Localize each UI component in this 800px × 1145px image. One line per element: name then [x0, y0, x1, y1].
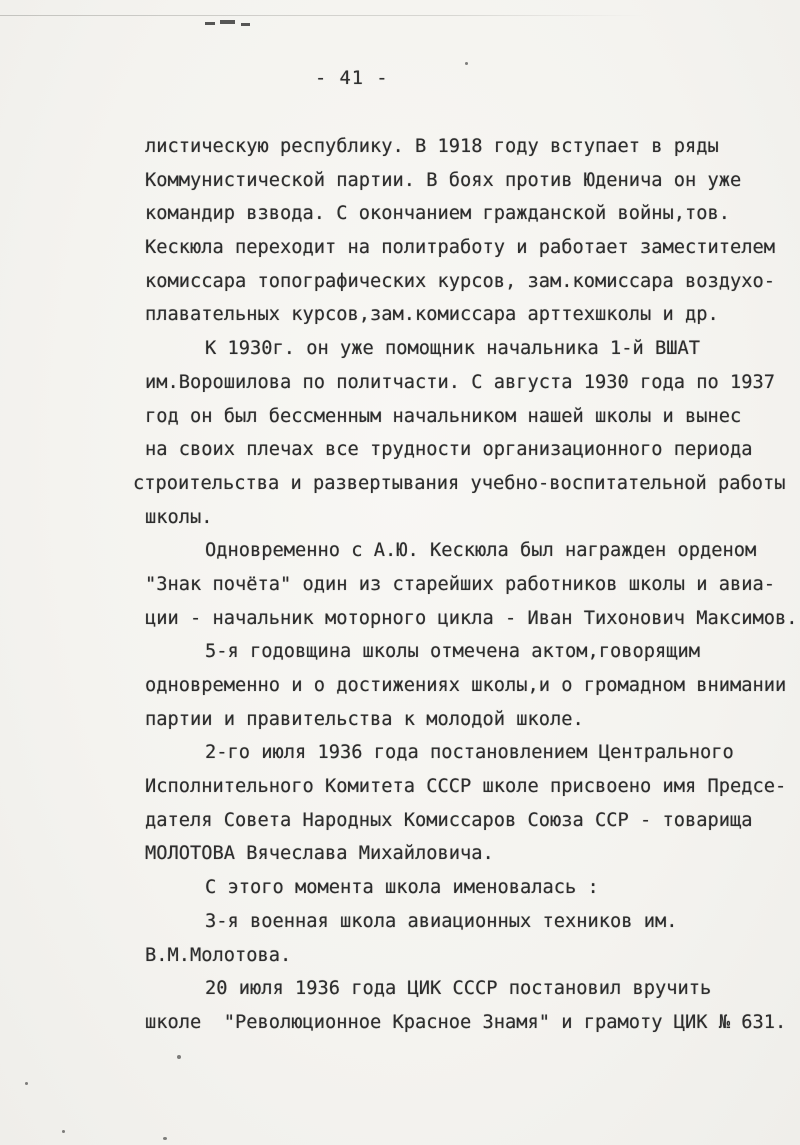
text-line: листическую республику. В 1918 году вступает в ряды: [145, 136, 719, 157]
text-line: год он был бессменным начальником нашей школы и вынес: [145, 405, 742, 427]
noise-speck: [62, 1130, 65, 1133]
noise-speck: [25, 1082, 28, 1085]
document-body: [0, 130, 800, 1040]
text-line: С этого момента школа именовалась :: [205, 877, 599, 899]
scan-line-artifact: [0, 15, 645, 16]
text-line: 5-я годовщина школы отмечена актом,говорящим: [205, 641, 701, 663]
text-line: Исполнительного Комитета СССР школе присвоено имя Предсе-: [145, 776, 787, 798]
text-line: партии и правительства к молодой школе.: [145, 708, 584, 730]
text-line: строительства и развертывания учебно-воспитательной работы: [133, 472, 786, 494]
text-line: Одновременно с А.Ю. Кескюла был награжден орденом: [205, 540, 757, 562]
text-line: им.Ворошилова по политчасти. С августа 1930 года по 1937: [145, 371, 776, 393]
text-line: одновременно и о достижениях школы,и о громадном внимании: [145, 675, 787, 696]
scan-artifact: [205, 22, 215, 25]
text-line: ции - начальник моторного цикла - Иван Тихонович Максимов.: [145, 607, 798, 629]
text-line: Коммунистической партии. В боях против Юденича он уже: [145, 169, 742, 191]
text-line: К 1930г. он уже помощник начальника 1-й ВШАТ: [205, 338, 701, 360]
text-line: 3-я военная школа авиационных техников им.: [205, 910, 678, 932]
page-number: - 41 -: [315, 68, 389, 89]
noise-speck: [163, 1137, 167, 1140]
text-line: школы.: [145, 506, 213, 528]
text-line: 2-го июля 1936 года постановлением Центрального: [205, 742, 734, 764]
text-line: 20 июля 1936 года ЦИК СССР постановил вручить: [205, 978, 712, 1000]
text-line: плавательных курсов,зам.комиссара арттехшколы и др.: [145, 304, 719, 326]
text-line: МОЛОТОВА Вячеслава Михайловича.: [145, 843, 494, 865]
text-line: командир взвода. С окончанием гражданской войны,тов.: [145, 203, 731, 225]
text-line: на своих плечах все трудности организационного периода: [145, 439, 753, 461]
text-line: В.М.Молотова.: [145, 944, 292, 966]
text-line: дателя Совета Народных Комиссаров Союза ССР - товарища: [145, 809, 753, 831]
text-line: Кескюла переходит на политработу и работает заместителем: [145, 237, 776, 259]
scan-artifact: [241, 23, 250, 26]
noise-speck: [177, 1055, 181, 1059]
text-line: школе "Революционное Красное Знамя" и грамоту ЦИК № 631.: [145, 1011, 787, 1033]
text-line: "Знак почёта" один из старейших работников школы и авиа-: [145, 573, 776, 595]
scan-artifact: [220, 20, 235, 24]
noise-speck: [465, 62, 468, 65]
text-line: комиссара топографических курсов, зам.комиссара воздухо-: [145, 270, 776, 292]
